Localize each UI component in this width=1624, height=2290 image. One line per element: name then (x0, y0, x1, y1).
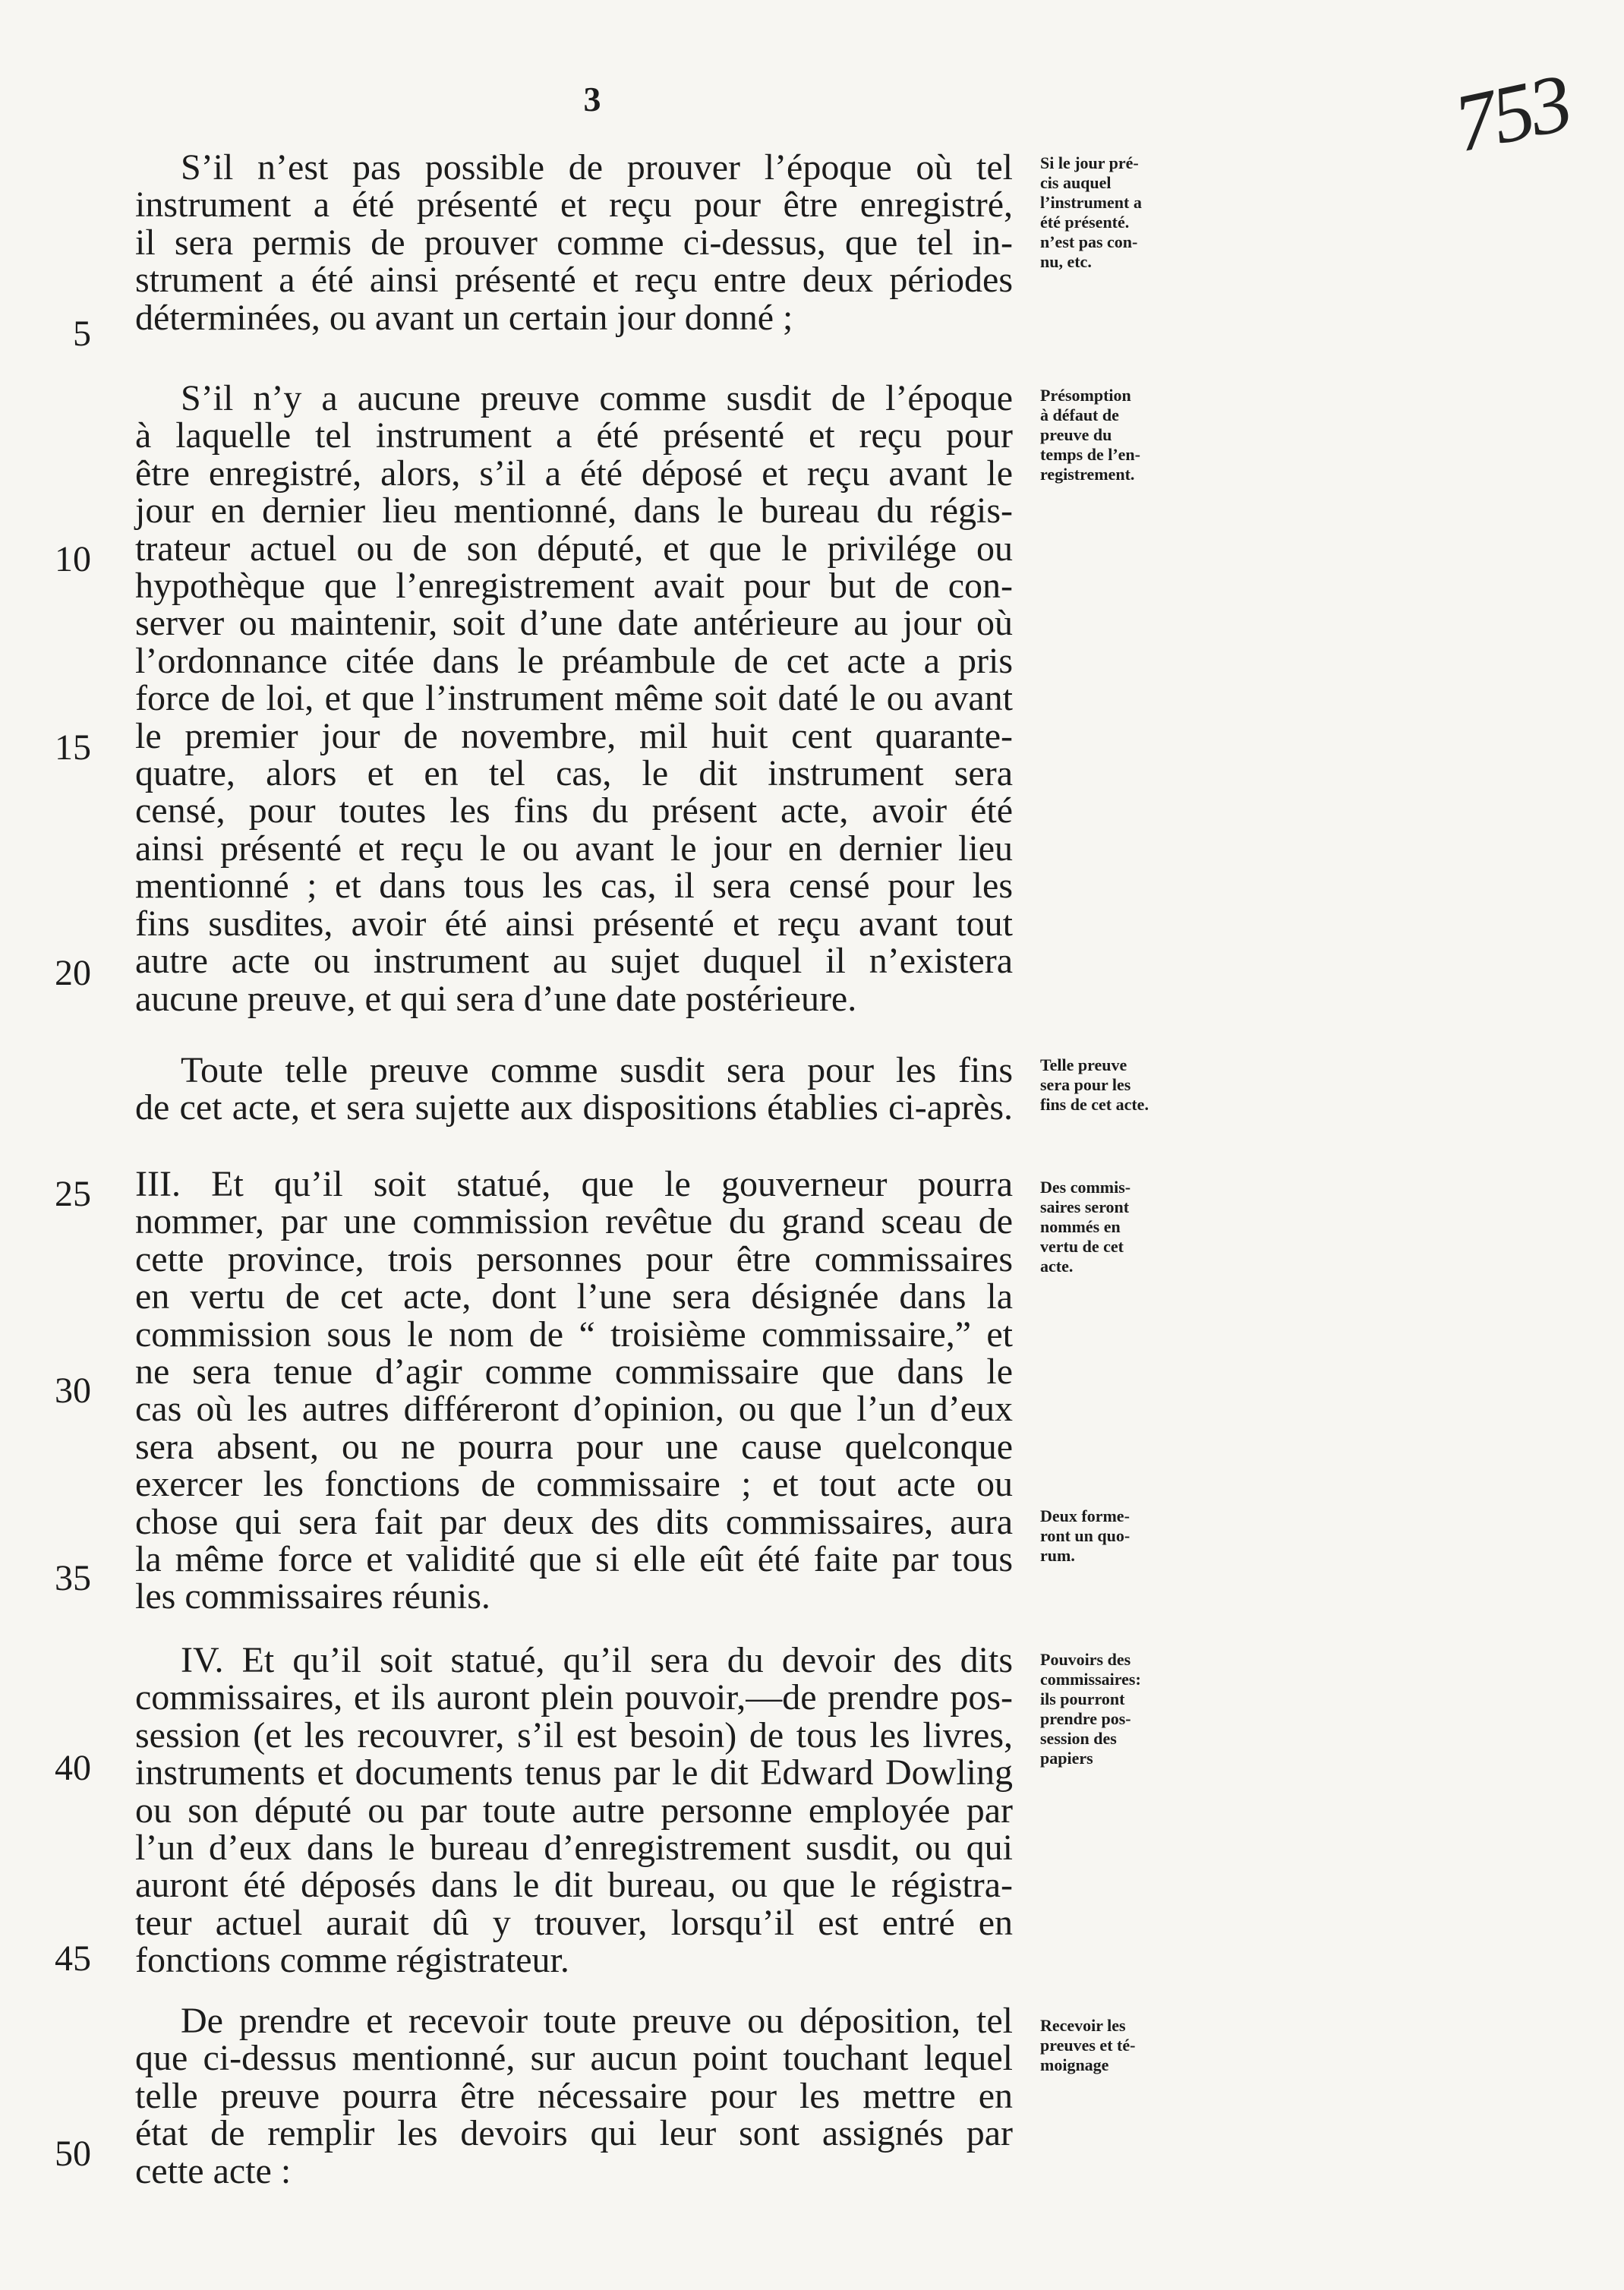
marginal-note-line: ront un quo- (1040, 1526, 1130, 1545)
marginal-note-line: Recevoir les (1040, 2016, 1126, 2035)
marginal-note-line: fins de cet acte. (1040, 1095, 1149, 1114)
marginal-note-line: Des commis- (1040, 1178, 1131, 1197)
text-line: cette acte : (135, 2150, 292, 2191)
text-line: ainsi présenté et reçu le ou avant le jour en dernier lieu (135, 828, 1013, 869)
text-line: nommer, par une commission revêtue du grand sceau de (135, 1201, 1013, 1242)
marginal-note-line: commissaires: (1040, 1670, 1141, 1689)
text-line: mentionné ; et dans tous les cas, il sera censé pour les (135, 866, 1013, 907)
marginal-note-line: nommés en (1040, 1217, 1121, 1236)
text-line: aucune preuve, et qui sera d’une date postérieure. (135, 978, 857, 1019)
marginal-note-line: Pouvoirs des (1040, 1650, 1131, 1669)
paragraph (135, 1166, 1013, 1616)
marginal-note (1040, 1055, 1196, 1115)
text-line: autre acte ou instrument au sujet duquel il n’existera (135, 941, 1013, 982)
marginal-note-line: saires seront (1040, 1197, 1130, 1216)
text-line: fins susdites, avoir été ainsi présenté et reçu avant tout (135, 903, 1013, 944)
marginal-note (1040, 1650, 1196, 1768)
marginal-note-line: Présomption (1040, 386, 1131, 405)
text-line: l’ordonnance citée dans le préambule de cet acte a pris (135, 640, 1013, 681)
text-line: l’un d’eux dans le bureau d’enregistrement susdit, ou qui (135, 1828, 1013, 1869)
marginal-note (1040, 386, 1196, 484)
line-number: 35 (55, 1558, 91, 1598)
marginal-note-line: nu, etc. (1040, 252, 1092, 271)
marginal-note-line: ils pourront (1040, 1689, 1125, 1708)
marginal-note-line: papiers (1040, 1749, 1093, 1768)
text-line: IV. Et qu’il soit statué, qu’il sera du devoir des dits (181, 1640, 1013, 1680)
marginal-note-line: cis auquel (1040, 173, 1112, 192)
text-line: cas où les autres différeront d’opinion, ou que l’un d’eux (135, 1389, 1013, 1430)
text-line: instrument a été présenté et reçu pour être enregistré, (135, 185, 1013, 226)
text-line: commission sous le nom de “ troisième commissaire,” et (135, 1314, 1013, 1355)
text-line: commissaires, et ils auront plein pouvoir,—de prendre pos- (135, 1677, 1013, 1718)
line-number: 30 (55, 1371, 91, 1411)
marginal-note-line: session des (1040, 1729, 1117, 1748)
text-line: en vertu de cet acte, dont l’une sera désignée dans la (135, 1276, 1013, 1317)
text-line: De prendre et recevoir toute preuve ou déposition, tel (181, 2001, 1013, 2041)
marginal-note (1040, 2016, 1196, 2075)
text-line: telle preuve pourra être nécessaire pour les mettre en (135, 2075, 1013, 2116)
line-number: 40 (55, 1748, 91, 1788)
marginal-note-line: Telle preuve (1040, 1055, 1127, 1074)
text-line: Toute telle preuve comme susdit sera pour les fins (181, 1050, 1013, 1090)
text-line: ou son député ou par toute autre personne employée par (135, 1790, 1013, 1831)
marginal-note-line: à défaut de (1040, 405, 1119, 424)
text-line: fonctions comme régistrateur. (135, 1940, 569, 1981)
marginal-note-line: Deux forme- (1040, 1506, 1130, 1525)
text-line: jour en dernier lieu mentionné, dans le bureau du régis- (135, 490, 1013, 531)
line-number: 15 (55, 727, 91, 768)
text-line: sera absent, ou ne pourra pour une cause quelconque (135, 1426, 1013, 1467)
line-number: 50 (55, 2134, 91, 2174)
marginal-note-line: vertu de cet (1040, 1237, 1124, 1256)
text-line: cette province, trois personnes pour être commissaires (135, 1238, 1013, 1279)
text-line: instruments et documents tenus par le dit Edward Dowling (135, 1752, 1013, 1793)
marginal-note-line: registrement. (1040, 465, 1135, 484)
line-number: 10 (55, 539, 91, 579)
paragraph (135, 149, 1013, 336)
marginal-note-line: l’instrument a (1040, 193, 1142, 212)
paragraph (135, 1052, 1013, 1127)
marginal-note-line: preuves et té- (1040, 2036, 1136, 2055)
page-number: 3 (583, 80, 601, 118)
line-number: 5 (73, 314, 91, 354)
text-line: server ou maintenir, soit d’une date antérieure au jour où (135, 603, 1013, 644)
text-line: session (et les recouvrer, s’il est besoin) de tous les livres, (135, 1714, 1013, 1755)
text-line: être enregistré, alors, s’il a été déposé et reçu avant le (135, 453, 1013, 494)
marginal-note-line: moignage (1040, 2055, 1109, 2074)
text-line: force de loi, et que l’instrument même soit daté le ou avant (135, 678, 1013, 719)
marginal-note-line: temps de l’en- (1040, 445, 1140, 464)
marginal-note (1040, 1506, 1196, 1566)
text-line: les commissaires réunis. (135, 1576, 490, 1617)
text-line: la même force et validité que si elle eût été faite par tous (135, 1539, 1013, 1580)
text-line: exercer les fonctions de commissaire ; et tout acte ou (135, 1464, 1013, 1505)
text-line: à laquelle tel instrument a été présenté et reçu pour (135, 415, 1013, 456)
marginal-note-line: prendre pos- (1040, 1709, 1131, 1728)
marginal-note-line: sera pour les (1040, 1075, 1131, 1094)
text-line: auront été déposés dans le dit bureau, ou que le régistra- (135, 1865, 1013, 1906)
text-line: il sera permis de prouver comme ci-dessus, que tel in- (135, 222, 1013, 263)
text-line: S’il n’est pas possible de prouver l’époque où tel (181, 147, 1013, 188)
text-line: de cet acte, et sera sujette aux dispositions établies ci-après. (135, 1087, 1013, 1128)
text-line: III. Et qu’il soit statué, que le gouverneur pourra (135, 1164, 1013, 1204)
text-line: quatre, alors et en tel cas, le dit instrument sera (135, 753, 1013, 794)
text-line: hypothèque que l’enregistrement avait pour but de con- (135, 566, 1013, 607)
marginal-note-line: acte. (1040, 1257, 1074, 1276)
paragraph (135, 380, 1013, 1017)
text-line: que ci-dessus mentionné, sur aucun point touchant lequel (135, 2038, 1013, 2079)
text-line: déterminées, ou avant un certain jour donné ; (135, 297, 793, 338)
text-line: état de remplir les devoirs qui leur sont assignés par (135, 2113, 1013, 2154)
paragraph (135, 2002, 1013, 2190)
paragraph (135, 1642, 1013, 1979)
line-number: 25 (55, 1174, 91, 1214)
handwritten-folio-number: 753 (1446, 57, 1577, 170)
marginal-note (1040, 1178, 1196, 1276)
text-line: ne sera tenue d’agir comme commissaire que dans le (135, 1352, 1013, 1393)
text-line: chose qui sera fait par deux des dits commissaires, aura (135, 1501, 1013, 1542)
text-line: strument a été ainsi présenté et reçu entre deux périodes (135, 260, 1013, 301)
marginal-note-line: preuve du (1040, 425, 1112, 444)
text-line: S’il n’y a aucune preuve comme susdit de l’époque (181, 378, 1013, 418)
marginal-note-line: n’est pas con- (1040, 232, 1138, 251)
line-number: 20 (55, 953, 91, 993)
marginal-note (1040, 153, 1196, 272)
marginal-note-line: été présenté. (1040, 213, 1130, 232)
line-number: 45 (55, 1938, 91, 1979)
marginal-note-line: Si le jour pré- (1040, 153, 1139, 172)
text-line: trateur actuel ou de son député, et que le privilége ou (135, 528, 1013, 569)
text-line: teur actuel aurait dû y trouver, lorsqu’il est entré en (135, 1902, 1013, 1943)
text-line: censé, pour toutes les fins du présent acte, avoir été (135, 790, 1013, 831)
marginal-note-line: rum. (1040, 1546, 1075, 1565)
text-line: le premier jour de novembre, mil huit cent quarante- (135, 715, 1013, 756)
